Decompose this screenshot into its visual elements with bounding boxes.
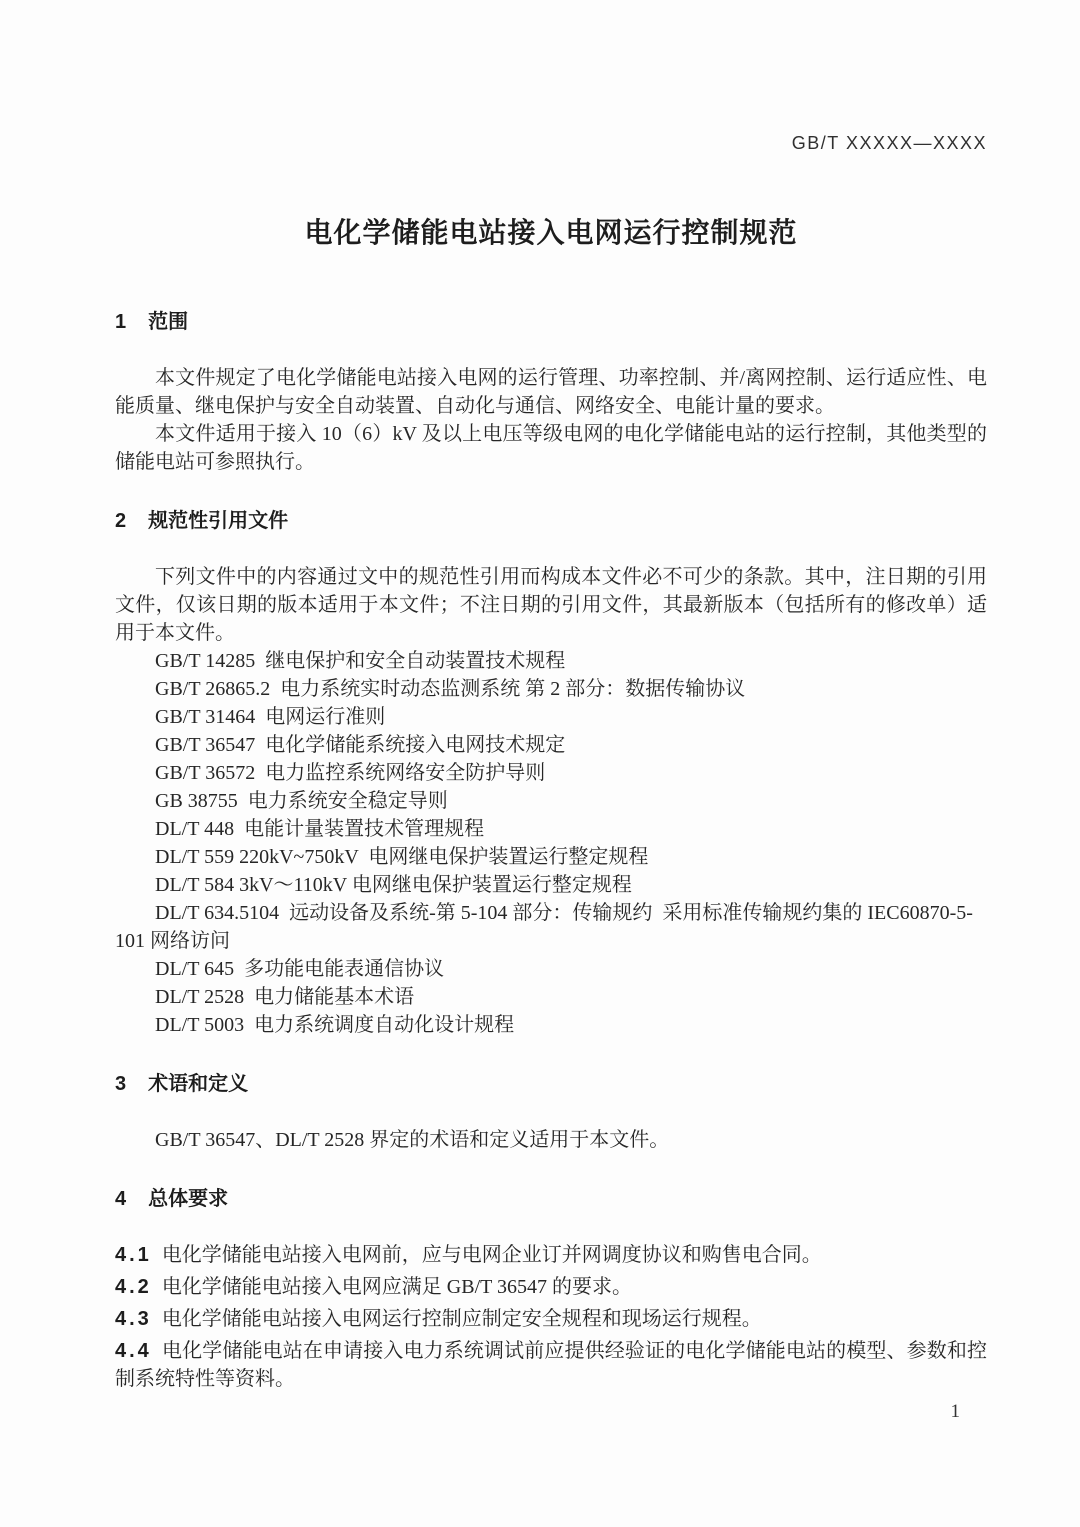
section-title: 范围	[148, 311, 189, 333]
section-scope	[115, 308, 987, 476]
clause-text: 电化学储能电站在申请接入电力系统调试前应提供经验证的电化学储能电站的模型、参数和控制系统特性等资料。	[115, 1340, 987, 1390]
standard-number: GB/T XXXXX—XXXX	[791, 133, 987, 153]
clause-number: 4.3	[115, 1308, 152, 1330]
section-normative-references	[115, 507, 987, 1039]
clause-item	[115, 1241, 987, 1269]
section-terms-heading	[115, 1070, 987, 1098]
section-number: 4	[115, 1188, 127, 1210]
section-title: 术语和定义	[148, 1073, 249, 1095]
reference-item: DL/T 584 3kV～110kV 电网继电保护装置运行整定规程	[155, 874, 632, 896]
clause-number: 4.1	[115, 1244, 152, 1266]
section-number: 2	[115, 510, 127, 532]
reference-item: GB/T 26865.2 电力系统实时动态监测系统 第 2 部分：数据传输协议	[155, 678, 746, 700]
reference-item: GB/T 31464 电网运行准则	[155, 706, 386, 728]
reference-item: GB/T 36547 电化学储能系统接入电网技术规定	[155, 734, 566, 756]
reference-item: DL/T 559 220kV~750kV 电网继电保护装置运行整定规程	[155, 846, 649, 868]
reference-item: GB/T 36572 电力监控系统网络安全防护导则	[155, 762, 546, 784]
terms-paragraph: GB/T 36547、DL/T 2528 界定的术语和定义适用于本文件。	[155, 1129, 670, 1151]
section-scope-heading	[115, 308, 987, 336]
section-title: 规范性引用文件	[148, 510, 289, 532]
clause-text: 电化学储能电站接入电网应满足 GB/T 36547 的要求。	[161, 1276, 633, 1298]
clause-text: 电化学储能电站接入电网运行控制应制定安全规程和现场运行规程。	[161, 1308, 762, 1330]
clause-number: 4.2	[115, 1276, 152, 1298]
section-number: 3	[115, 1073, 127, 1095]
scope-paragraph: 本文件适用于接入 10（6）kV 及以上电压等级电网的电化学储能电站的运行控制，其他类型的储能电站可参照执行。	[115, 423, 987, 473]
clause-item	[115, 1337, 987, 1393]
clause-number: 4.4	[115, 1340, 152, 1362]
section-terms-and-definitions	[115, 1070, 987, 1154]
reference-item: GB/T 14285 继电保护和安全自动装置技术规程	[155, 650, 566, 672]
section-references-heading	[115, 507, 987, 535]
scope-paragraph: 本文件规定了电化学储能电站接入电网的运行管理、功率控制、并/离网控制、运行适应性、电能质量、继电保护与安全自动装置、自动化与通信、网络安全、电能计量的要求。	[115, 367, 987, 417]
document-title: 电化学储能电站接入电网运行控制规范	[304, 217, 798, 248]
section-number: 1	[115, 311, 127, 333]
page-number: 1	[950, 1401, 960, 1422]
reference-item: DL/T 2528 电力储能基本术语	[155, 986, 415, 1008]
clauses-list	[115, 1241, 987, 1393]
clause-text: 电化学储能电站接入电网前，应与电网企业订并网调度协议和购售电合同。	[161, 1244, 822, 1266]
reference-item: DL/T 634.5104 远动设备及系统-第 5-104 部分：传输规约 采用标准传输规约集的 IEC60870-5-101 网络访问	[115, 902, 973, 952]
reference-item: DL/T 5003 电力系统调度自动化设计规程	[155, 1014, 515, 1036]
reference-item: GB 38755 电力系统安全稳定导则	[155, 790, 448, 812]
section-general-requirements	[115, 1185, 987, 1393]
references-intro-paragraph: 下列文件中的内容通过文中的规范性引用而构成本文件必不可少的条款。其中，注日期的引用文件，仅该日期的版本适用于本文件；不注日期的引用文件，其最新版本（包括所有的修改单）适用于本文件。	[115, 566, 987, 644]
section-general-heading	[115, 1185, 987, 1213]
reference-item: DL/T 645 多功能电能表通信协议	[155, 958, 445, 980]
clause-item	[115, 1273, 987, 1301]
reference-item: DL/T 448 电能计量装置技术管理规程	[155, 818, 485, 840]
section-title: 总体要求	[148, 1188, 229, 1210]
references-list	[115, 647, 987, 1039]
clause-item	[115, 1305, 987, 1333]
